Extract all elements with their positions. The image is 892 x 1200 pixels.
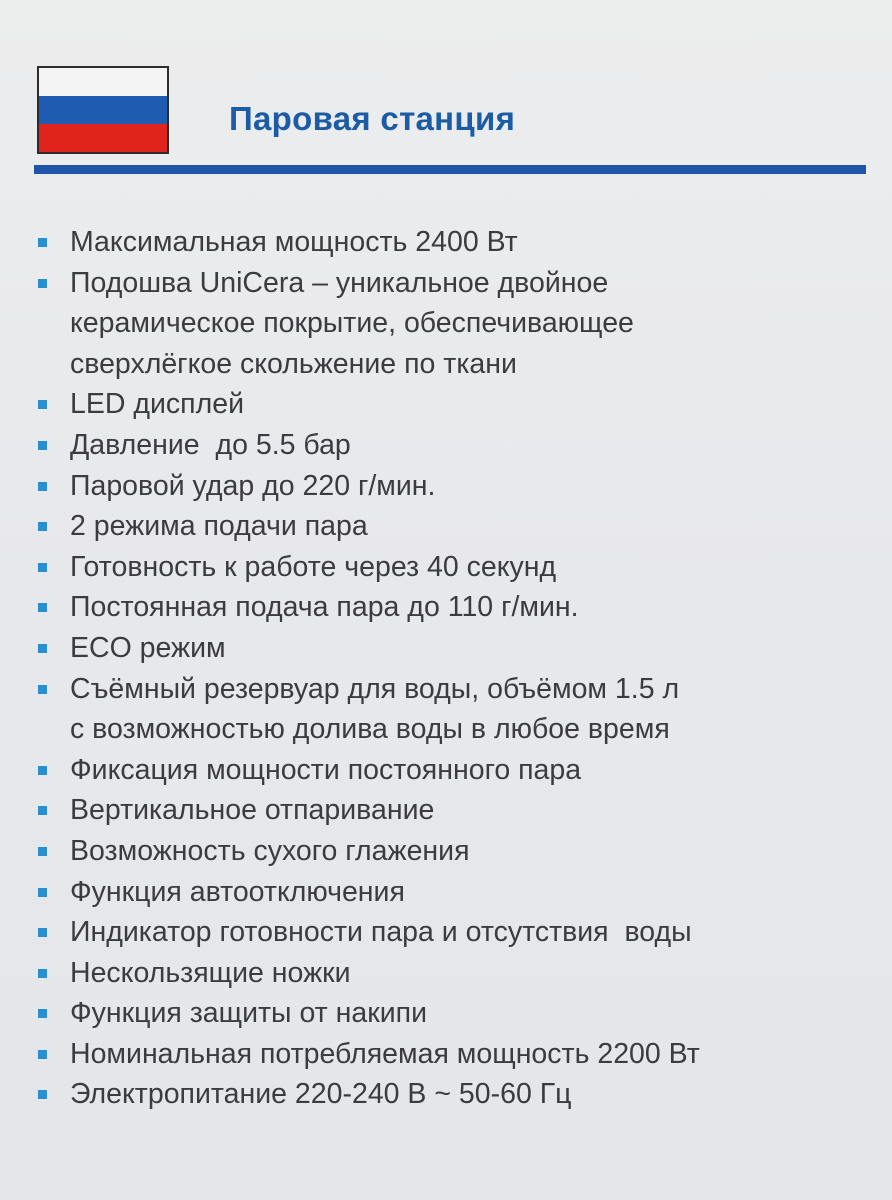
- flag-stripe-red: [39, 124, 167, 152]
- bullet-icon: [38, 644, 47, 653]
- feature-text: Индикатор готовности пара и отсутствия воды: [70, 916, 692, 949]
- list-item: [32, 872, 872, 913]
- bullet-icon: [38, 603, 47, 612]
- list-item: [32, 993, 872, 1034]
- feature-text: с возможностью долива воды в любое время: [70, 713, 670, 746]
- page-title: Паровая станция: [229, 100, 516, 137]
- feature-text: Максимальная мощность 2400 Вт: [70, 226, 518, 258]
- bullet-icon: [38, 279, 47, 288]
- list-item: [32, 1074, 872, 1115]
- feature-text: Нескользящие ножки: [70, 956, 351, 989]
- list-item: [32, 953, 872, 994]
- bullet-icon: [38, 928, 47, 937]
- bullet-icon: [38, 482, 47, 491]
- list-item: [32, 466, 872, 507]
- list-item: [32, 669, 872, 710]
- flag-stripe-blue: [39, 96, 167, 124]
- bullet-icon: [38, 1050, 47, 1059]
- feature-text: Постоянная подача пара до 110 г/мин.: [70, 591, 579, 624]
- bullet-icon: [38, 441, 47, 450]
- list-item: [32, 628, 872, 669]
- list-item: [32, 912, 872, 953]
- list-item: [32, 506, 872, 547]
- list-item: [32, 222, 872, 263]
- list-item-continuation: [32, 344, 872, 385]
- feature-text: ECO режим: [70, 631, 226, 664]
- list-item: [32, 384, 872, 425]
- list-item: [32, 790, 872, 831]
- list-item: [32, 831, 872, 872]
- feature-text: Подошва UniCera – уникальное двойное: [70, 266, 609, 299]
- bullet-icon: [38, 685, 47, 694]
- list-item-continuation: [32, 303, 872, 344]
- bullet-icon: [38, 1009, 47, 1018]
- feature-text: Функция автоотключения: [70, 875, 405, 908]
- feature-text: Функция защиты от накипи: [70, 997, 427, 1030]
- feature-text: LED дисплей: [70, 388, 244, 421]
- bullet-icon: [38, 238, 47, 247]
- feature-text: Фиксация мощности постоянного пара: [70, 753, 582, 786]
- list-item: [32, 547, 872, 588]
- feature-text: сверхлёгкое скольжение по ткани: [70, 347, 517, 380]
- russian-flag-icon: [37, 66, 169, 154]
- bullet-icon: [38, 563, 47, 572]
- list-item: [32, 750, 872, 791]
- bullet-icon: [38, 888, 47, 897]
- bullet-icon: [38, 766, 47, 775]
- list-item: [32, 587, 872, 628]
- feature-list: [32, 222, 872, 1115]
- list-item: [32, 1034, 872, 1075]
- list-item: [32, 425, 872, 466]
- feature-text: Давление до 5.5 бар: [70, 428, 351, 461]
- bullet-icon: [38, 847, 47, 856]
- list-item: [32, 263, 872, 304]
- feature-text: керамическое покрытие, обеспечивающее: [70, 307, 634, 340]
- feature-text: 2 режима подачи пара: [70, 510, 368, 543]
- bullet-icon: [38, 969, 47, 978]
- feature-text: Возможность сухого глажения: [70, 834, 470, 867]
- feature-text: Номинальная потребляемая мощность 2200 Вт: [70, 1037, 700, 1070]
- feature-text: Готовность к работе через 40 секунд: [70, 550, 557, 583]
- feature-text: Вертикальное отпаривание: [70, 794, 435, 827]
- feature-text: Электропитание 220-240 В ~ 50-60 Гц: [70, 1078, 572, 1111]
- header-divider: [34, 165, 866, 174]
- list-item-continuation: [32, 709, 872, 750]
- feature-text: Паровой удар до 220 г/мин.: [70, 469, 436, 502]
- bullet-icon: [38, 1090, 47, 1099]
- feature-text: Съёмный резервуар для воды, объёмом 1.5 л: [70, 672, 680, 705]
- bullet-icon: [38, 400, 47, 409]
- bullet-icon: [38, 522, 47, 531]
- bullet-icon: [38, 806, 47, 815]
- flag-stripe-white: [39, 68, 167, 96]
